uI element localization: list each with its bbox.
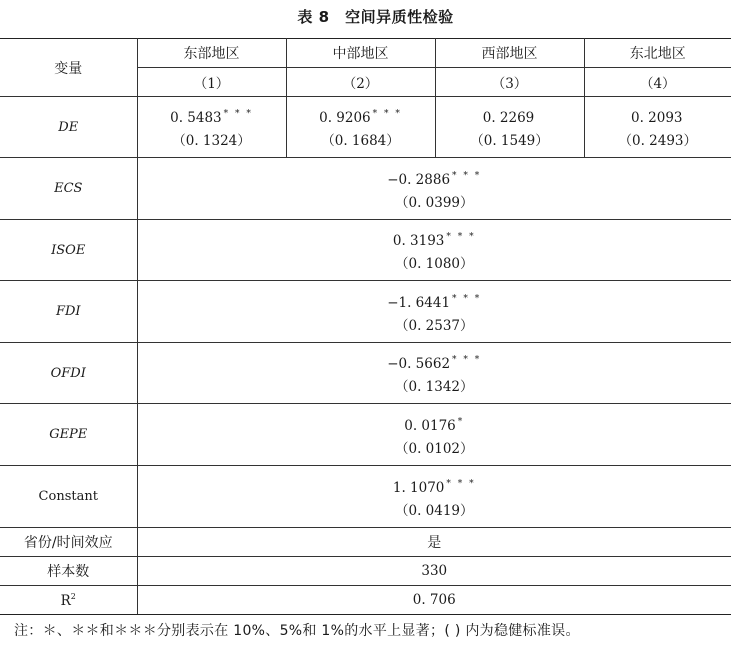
merged-value-cell	[137, 220, 731, 281]
se-value: （0. 2537）	[394, 317, 474, 334]
coef-value: 0. 5483	[170, 110, 222, 126]
coef-value: 0. 9206	[319, 110, 371, 126]
significance-stars: * * *	[452, 355, 482, 365]
header-model-1: （1）	[137, 68, 286, 97]
de-cell-1	[137, 97, 286, 158]
table-row-ecs	[0, 158, 731, 220]
sample-size-value: 330	[137, 557, 731, 586]
coef-value: 0. 2093	[630, 110, 683, 126]
header-model-4: （4）	[584, 68, 731, 97]
coef-value: −1. 6441	[387, 294, 451, 311]
merged-value-cell	[137, 343, 731, 404]
se-value: （0. 1342）	[394, 379, 474, 395]
significance-stars: * * *	[223, 109, 253, 119]
merged-value-cell	[137, 466, 731, 528]
se-value: （0. 0102）	[394, 440, 474, 457]
table-title: 表 8 空间异质性检验	[297, 8, 454, 26]
de-cell-2	[286, 97, 435, 158]
header-region-4: 东北地区	[584, 39, 731, 68]
coef-value: 1. 1070	[392, 479, 445, 496]
variable-name: ECS	[0, 158, 137, 220]
se-value: （0. 2493）	[618, 133, 698, 149]
variable-name: OFDI	[0, 343, 137, 404]
se-value: （0. 1080）	[394, 256, 474, 272]
variable-name: ISOE	[0, 220, 137, 281]
de-cell-3	[435, 97, 584, 158]
variable-name: GEPE	[0, 404, 137, 466]
header-variable: 变量	[0, 39, 137, 97]
de-cell-4	[584, 97, 731, 158]
sample-size-label: 样本数	[0, 557, 137, 586]
fixed-effects-value: 是	[137, 528, 731, 557]
table-row-sample-size	[0, 557, 731, 586]
r2-label: $R^2$	[0, 586, 137, 615]
coef-value: 0. 3193	[392, 233, 445, 249]
table-row-fixed-effects	[0, 528, 731, 557]
fixed-effects-label: 省份/时间效应	[0, 528, 137, 557]
header-row-regions	[0, 39, 731, 68]
header-region-2: 中部地区	[286, 39, 435, 68]
table-note: 注：＊、＊＊和＊＊＊分别表示在 10%、5%和 1%的水平上显著；( ) 内为稳健标准误。	[14, 623, 580, 639]
table-row-isoe	[0, 220, 731, 281]
table-row-gepe	[0, 404, 731, 466]
se-value: （0. 0399）	[394, 194, 474, 211]
coef-value: 0. 0176	[404, 417, 456, 434]
coef-value: −0. 5662	[387, 356, 451, 372]
significance-stars: * * *	[452, 293, 482, 304]
header-model-2: （2）	[286, 68, 435, 97]
se-value: （0. 0419）	[394, 502, 474, 519]
table-row-r2	[0, 586, 731, 615]
variable-name: FDI	[0, 281, 137, 343]
se-value: （0. 1324）	[172, 133, 251, 149]
se-value: （0. 1684）	[321, 133, 400, 149]
header-model-3: （3）	[435, 68, 584, 97]
significance-stars: * * *	[372, 109, 402, 119]
variable-name: DE	[0, 97, 137, 158]
significance-stars: * * *	[446, 478, 476, 489]
coef-value: 0. 2269	[482, 110, 535, 126]
significance-stars: * * *	[452, 170, 482, 181]
header-region-3: 西部地区	[435, 39, 584, 68]
r2-value: 0. 706	[137, 586, 731, 615]
significance-stars: *	[457, 416, 465, 427]
regression-table	[0, 38, 731, 615]
table-row-fdi	[0, 281, 731, 343]
merged-value-cell	[137, 158, 731, 220]
variable-name: Constant	[0, 466, 137, 528]
table-row-ofdi	[0, 343, 731, 404]
se-value: （0. 1549）	[470, 133, 549, 149]
table-row-de	[0, 97, 731, 158]
table-row-constant	[0, 466, 731, 528]
header-region-1: 东部地区	[137, 39, 286, 68]
merged-value-cell	[137, 404, 731, 466]
coef-value: −0. 2886	[387, 171, 451, 188]
significance-stars: * * *	[446, 232, 476, 242]
merged-value-cell	[137, 281, 731, 343]
